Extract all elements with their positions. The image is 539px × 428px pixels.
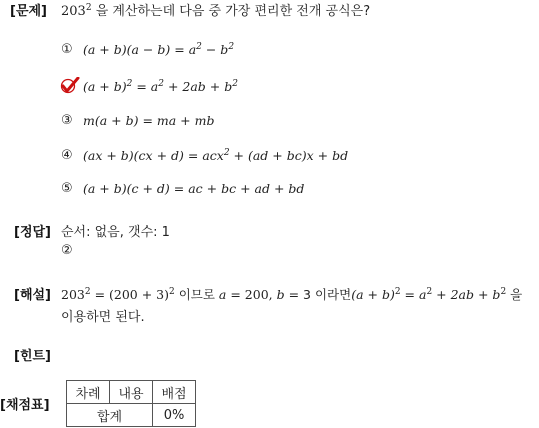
choice-1-expr: $(a + b)(a - b) = a^2 - b^2$ [83,42,235,57]
choice-4[interactable] [61,148,348,163]
choice-4-expr: (ax + b)(cx + d) = acx$^2$ + (ad + bc)x + bd [83,148,349,163]
score-table-label: [채점표] [0,398,50,413]
question-text [61,0,370,19]
choice-2[interactable] [61,78,238,94]
answer-label: [정답] [14,225,51,240]
choice-5[interactable] [61,181,304,196]
choice-5-marker: ⑤ [61,181,73,196]
score-table [66,380,196,427]
choice-3[interactable] [61,113,214,128]
total-label: 합계 [67,404,153,427]
question-body: 을 계산하는데 다음 중 가장 편리한 전개 공식은? [91,4,371,19]
question-base: 203 [61,4,86,19]
score-table-header-row [67,381,196,404]
header-order: 차례 [67,381,110,404]
hint-label: [힌트] [14,349,51,364]
answer-line: 순서: 없음, 갯수: 1 [61,225,170,240]
answer-marker: ② [61,243,73,258]
check-mark-icon [61,78,83,94]
choice-1[interactable] [61,42,234,57]
explanation-line-1: $203^2 = (200 + 3)^2$ 이므로 a = 200, b = 3 이라면$(a + b)^2 = a^2 + 2ab + b^2$ 을 [61,287,523,302]
choice-4-marker: ④ [61,148,73,163]
header-points: 배점 [153,381,196,404]
explanation-label: [해설] [14,288,51,303]
total-value: 0% [153,404,196,427]
choice-2-expr: $(a + b)^2 = a^2 + 2ab + b^2$ [83,78,238,94]
choice-3-expr: m(a + b) = ma + mb [83,113,215,128]
question-exp: 2 [85,3,92,13]
score-table-total-row [67,404,196,427]
choice-5-expr: (a + b)(c + d) = ac + bc + ad + bd [83,181,305,196]
header-content: 내용 [110,381,153,404]
explanation-line-2: 이용하면 된다. [61,310,145,325]
problem-label: [문제] [10,4,47,19]
choice-3-marker: ③ [61,113,73,128]
choice-1-marker: ① [61,42,73,57]
